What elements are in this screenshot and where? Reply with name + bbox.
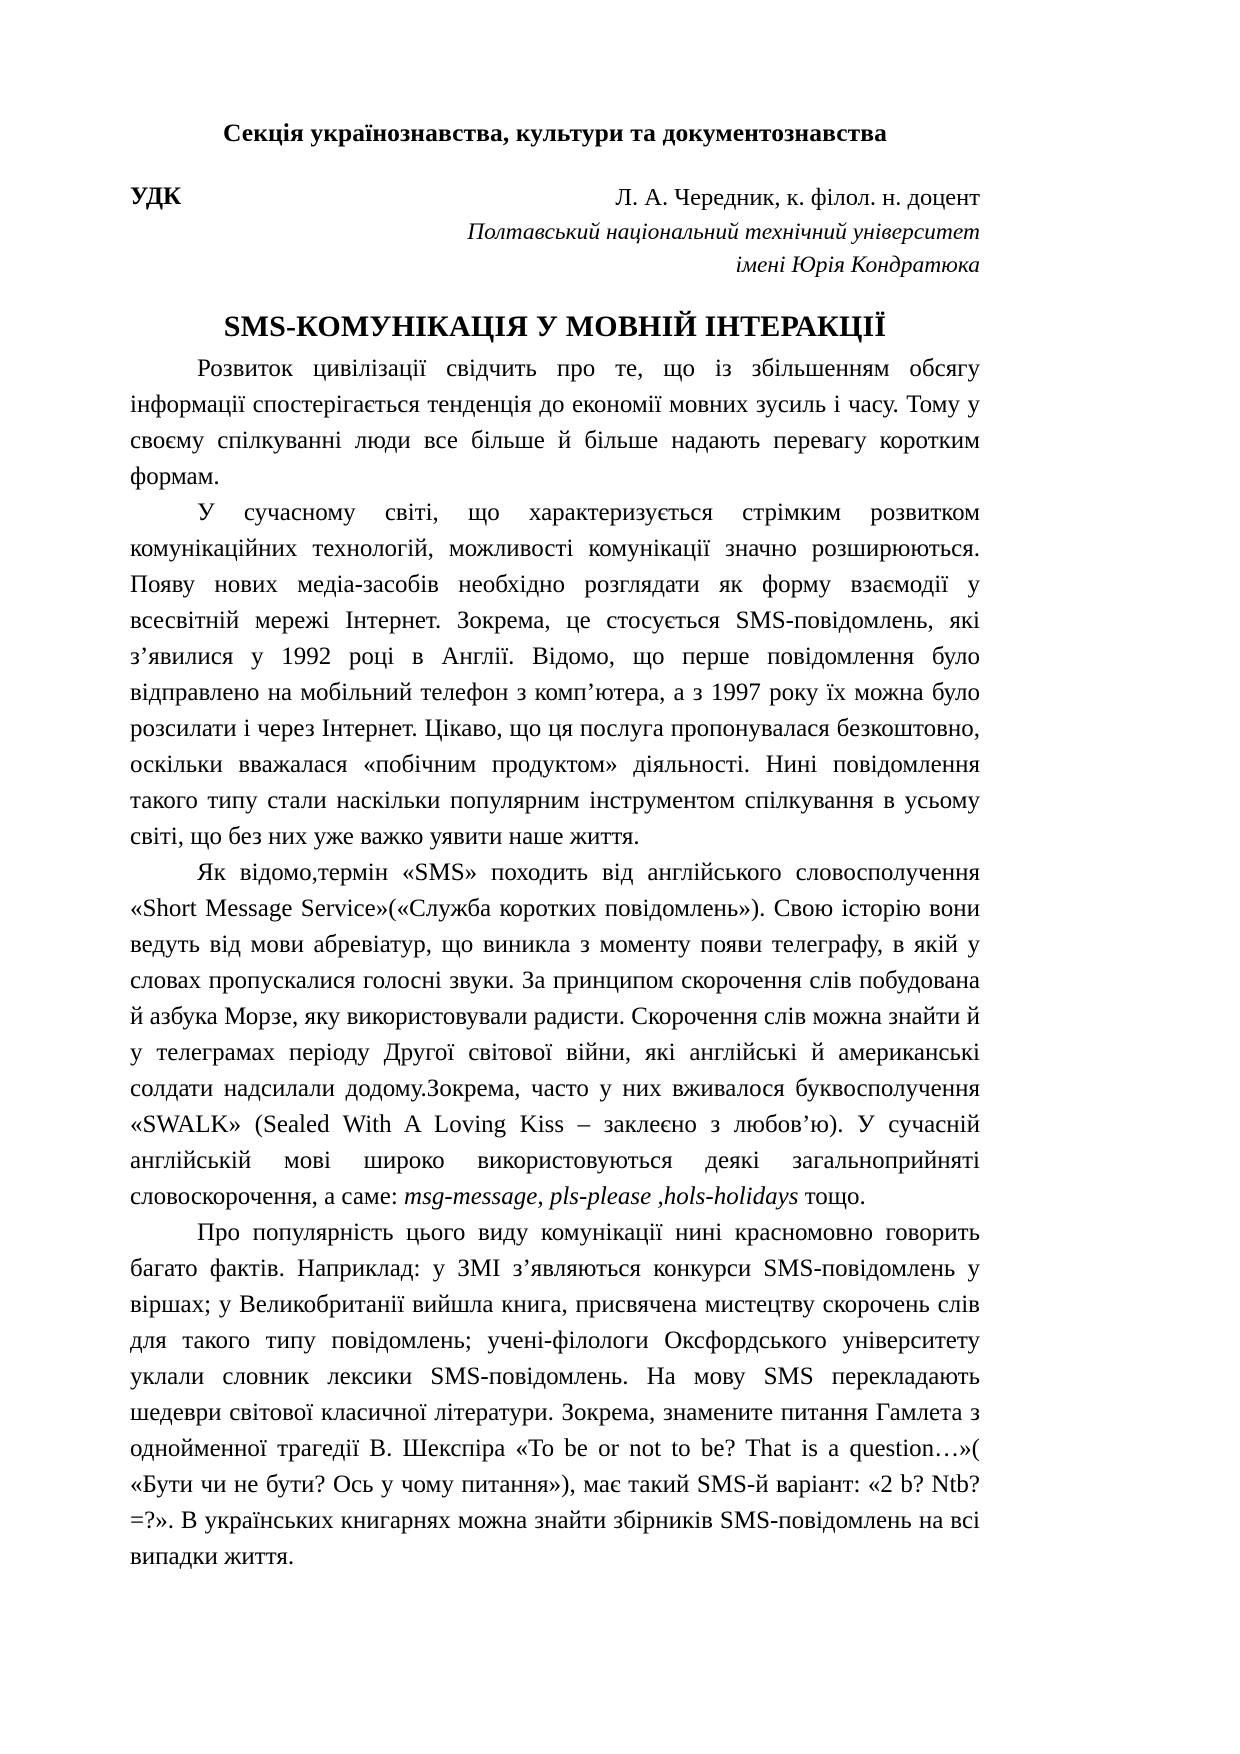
paragraph-3-lead: Як відомо,термін «SMS» походить від англійського словосполучення «Short Message Service»(«Служба коротких повідомлень»). Свою історію вони ведуть від мови абревіатур, що виникла з моменту появи телеграфу, в якій у словах пропускалися голосні звуки. За принципом скорочення слів побудована й азбука Морзе, яку використовували радисти. Скорочення слів можна знайти й у телеграмах періоду Другої світової війни, які англійські й американські солдати надсилали додому.Зокрема, часто у них вживалося буквосполучення «SWALK» (Sealed With A Loving Kiss – заклеєно з любов’ю). У сучасній англійській мові широко використовуються деякі загальноприйняті словоскорочення, а саме: [130, 858, 980, 1210]
paragraph-1: Розвиток цивілізації свідчить про те, що із збільшенням обсягу інформації спостерігається тенденція до економії мовних зусиль і часу. Тому у своєму спілкуванні люди все більше й більше надають перевагу коротким формам. [130, 354, 980, 490]
udk-label: УДК [130, 183, 182, 211]
metadata-block [130, 181, 980, 283]
paragraph-4: Про популярність цього виду комунікації нині красномовно говорить багато фактів. Наприклад: у ЗМІ з’являються конкурси SMS-повідомлень у віршах; у Великобританії вийшла книга, присвячена мистецтву скорочень слів для такого типу повідомлень; учені-філологи Оксфордського університету уклали словник лексики SMS-повідомлень. На мову SMS перекладають шедеври світової класичної літератури. Зокрема, знамените питання Гамлета з однойменної трагедії В. Шекспіра «To be or not to be? That is a question…»( «Бути чи не бути? Ось у чому питання»), має такий SMS-й варіант: «2 b? Ntb? =?». В українських книгарнях можна знайти збірників SMS-повідомлень на всі випадки життя. [130, 1218, 980, 1570]
affiliation-line-1: Полтавський національний технічний університет [467, 219, 980, 246]
page-content [130, 118, 980, 1575]
affiliation-line-2: імені Юрія Кондратюка [735, 252, 980, 279]
paragraph-2: У сучасному світі, що характеризується стрімким розвитком комунікаційних технологій, можливості комунікації значно розширюються. Появу нових медіа-засобів необхідно розглядати як форму взаємодії у всесвітній мережі Інтернет. Зокрема, це стосується SMS-повідомлень, які з’явилися у 1992 році в Англії. Відомо, що перше повідомлення було відправлено на мобільний телефон з комп’ютера, а з 1997 року їх можна було розсилати і через Інтернет. Цікаво, що ця послуга пропонувалася безкоштовно, оскільки вважалася «побічним продуктом» діяльності. Нині повідомлення такого типу стали наскільки популярним інструментом спілкування в усьому світі, що без них уже важко уявити наше життя. [130, 498, 980, 850]
section-heading: Секція українознавства, культури та документознавства [222, 118, 888, 147]
paragraph-3-tail: тощо. [798, 1182, 866, 1210]
paragraph-3 [130, 855, 980, 1215]
paragraph-3-italic-examples: msg-message, pls-please ,hols-holidays [404, 1182, 799, 1210]
author-name: Л. А. Чередник, к. філол. н. доцент [615, 184, 980, 212]
author-block [130, 181, 980, 283]
page-title: SMS-КОМУНІКАЦІЯ У МОВНІЙ ІНТЕРАКЦІЇ [223, 309, 887, 343]
body-text [130, 351, 980, 1575]
